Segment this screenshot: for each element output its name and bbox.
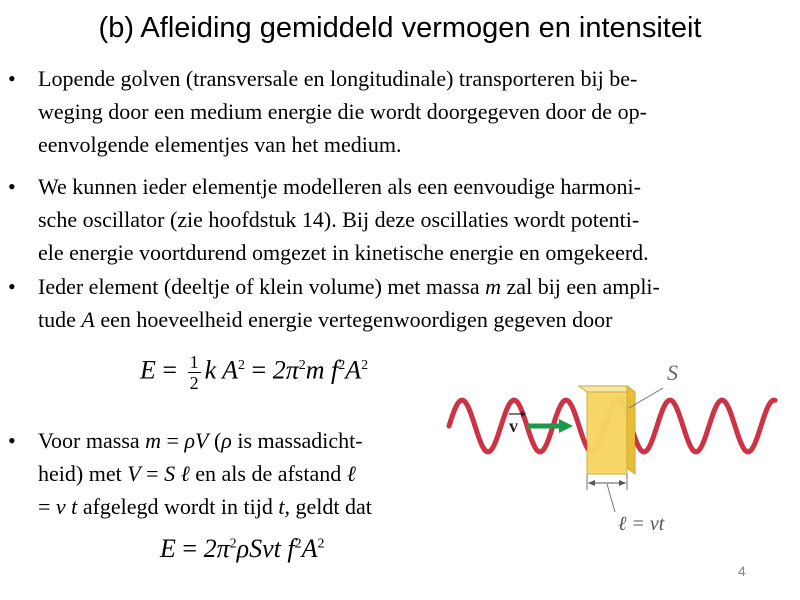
bullet-4 bbox=[8, 424, 458, 523]
bullet-1-line-1: Lopende golven (transversale en longitudinale) transporteren bij be- bbox=[38, 66, 638, 91]
velocity-arrow-head bbox=[559, 419, 573, 433]
length-label-pointer bbox=[607, 484, 615, 512]
volume-block-front bbox=[587, 392, 627, 474]
bullet-dot: • bbox=[8, 174, 16, 199]
equation-energy-density: $E = 2\pi^2\rho Svt$ $f^2A^2$ bbox=[160, 534, 325, 563]
bullet-1-line-3: eenvolgende elementjes van het medium. bbox=[38, 132, 402, 157]
wave-diagram bbox=[445, 350, 790, 555]
length-arrow-right bbox=[619, 480, 626, 486]
page-number: 4 bbox=[738, 563, 746, 579]
volume-block-side bbox=[627, 386, 635, 474]
bullet-3 bbox=[8, 270, 798, 336]
bullet-4-line-2: heid) met V = S ℓ en als de afstand ℓ bbox=[38, 461, 356, 486]
slide-title: (b) Afleiding gemiddeld vermogen en intensiteit bbox=[98, 12, 702, 44]
bullet-1 bbox=[8, 62, 798, 161]
bullet-2-line-2: sche oscillator (zie hoofdstuk 14). Bij deze oscillaties wordt potenti- bbox=[38, 207, 640, 232]
bullet-dot: • bbox=[8, 66, 16, 91]
wave-volume-figure bbox=[445, 350, 790, 555]
bullet-dot: • bbox=[8, 428, 16, 453]
length-arrow-left bbox=[588, 480, 595, 486]
velocity-label: v bbox=[509, 416, 518, 436]
equation-energy-amplitude: E = $\frac{1}{2}$ k $A^2 = 2\pi^2m$ $f^2A^2$ bbox=[140, 352, 369, 393]
bullet-3-line-1: Ieder element (deeltje of klein volume) met massa m zal bij een ampli- bbox=[38, 274, 660, 299]
fraction-one-half: $\frac{1}{2}$ bbox=[189, 352, 199, 393]
surface-label-s: S bbox=[667, 360, 678, 385]
bullet-4-line-3: = v t afgelegd wordt in tijd t, geldt dat bbox=[38, 494, 372, 519]
bullet-2-line-3: ele energie voortdurend omgezet in kinetische energie en omgekeerd. bbox=[38, 240, 649, 265]
bullet-2 bbox=[8, 170, 798, 269]
length-label: ℓ = vt bbox=[618, 513, 665, 535]
bullet-4-line-1: Voor massa m = ρV (ρ is massadicht- bbox=[38, 428, 363, 453]
bullet-3-line-2: tude A een hoeveelheid energie vertegenwoordigen gegeven door bbox=[38, 307, 613, 332]
bullet-2-line-1: We kunnen ieder elementje modelleren als een eenvoudige harmoni- bbox=[38, 174, 641, 199]
bullet-1-line-2: weging door een medium energie die wordt doorgegeven door de op- bbox=[38, 99, 647, 124]
bullet-dot: • bbox=[8, 274, 16, 299]
